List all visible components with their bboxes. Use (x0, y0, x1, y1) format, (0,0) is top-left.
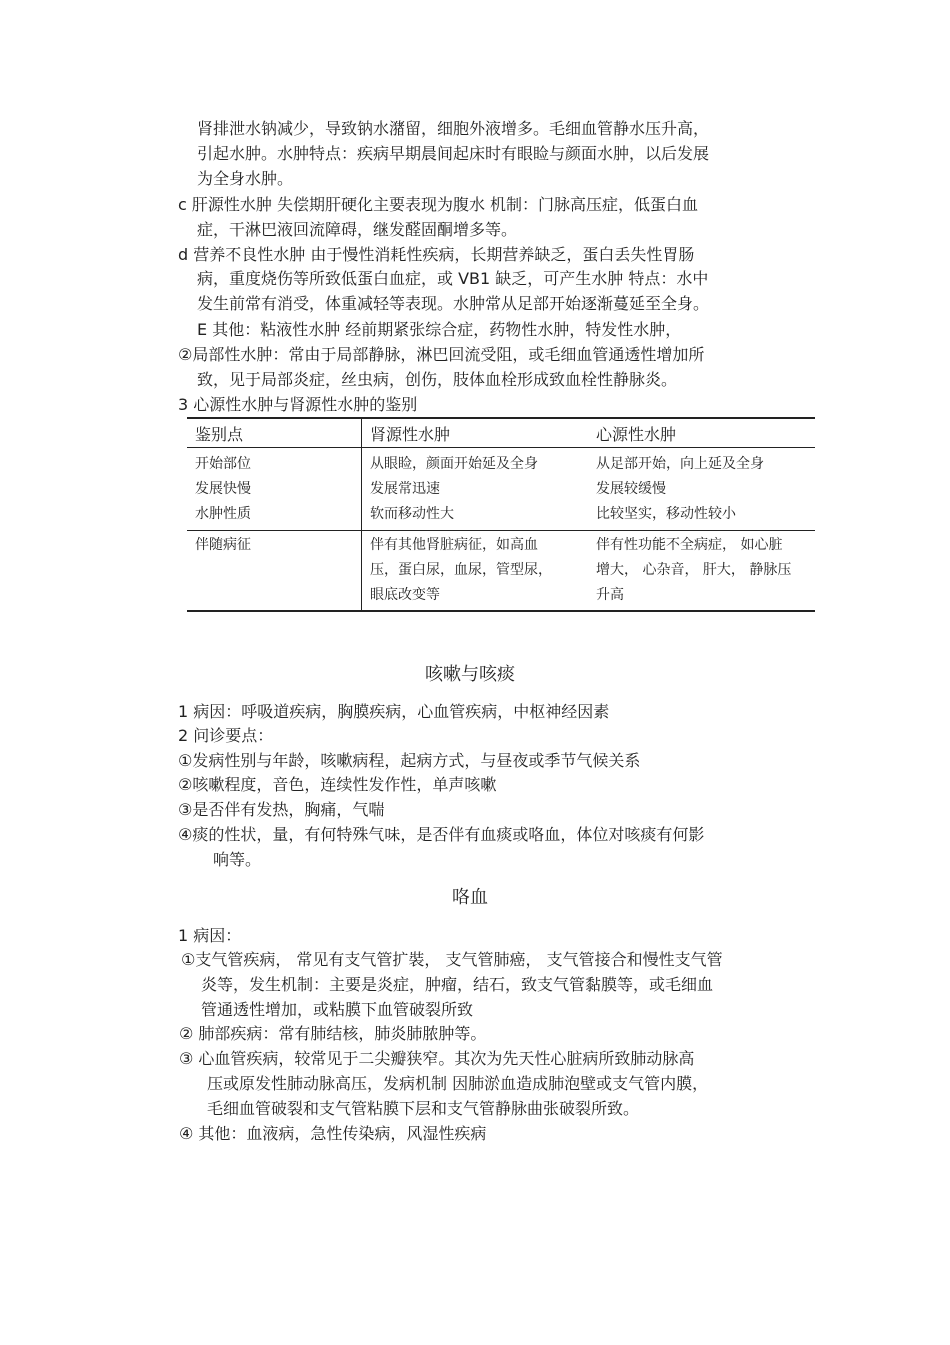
table-caption: 3 心源性水肿与肾源性水肿的鉴别 (178, 395, 418, 414)
text-line: 致，见于局部炎症，丝虫病，创伤，肢体血栓形成致血栓性静脉炎。 (197, 370, 678, 389)
table-cell: 开始部位 发展快慢 水肿性质 (187, 448, 362, 531)
text-line: 为全身水肿。 (197, 169, 294, 188)
text-line: ③ 心血管疾病，较常见于二尖瓣狭窄。其次为先天性心脏病所致肺动脉高 (179, 1049, 695, 1068)
text-line: d 营养不良性水肿 由于慢性消耗性疾病，长期营养缺乏，蛋白丢失性胃肠 (178, 245, 695, 264)
text-line: 肾排泄水钠减少，导致钠水潴留，细胞外液增多。毛细血管静水压升高， (197, 119, 710, 138)
table-cell: 从足部开始，向上延及全身 发展较缓慢 比较坚实，移动性较小 (596, 456, 764, 522)
text-line: ③是否伴有发热，胸痛，气喘 (178, 800, 385, 819)
table-cell: 伴有其他肾脏病征，如高血 压，蛋白尿，血尿，管型尿， 眼底改变等 (362, 531, 589, 612)
text-line: ①发病性别与年龄，咳嗽病程，起病方式，与昼夜或季节气候关系 (178, 751, 641, 770)
text-line: 1 病因：呼吸道疾病，胸膜疾病，心血管疾病，中枢神经因素 (178, 702, 610, 721)
text-line: 症，干淋巴液回流障碍，继发醛固酮增多等。 (197, 220, 518, 239)
text-line: c 肝源性水肿 失偿期肝硬化主要表现为腹水 机制：门脉高压症，低蛋白血 (178, 195, 699, 214)
table-header: 鉴别点 (187, 418, 362, 448)
text-line: ④痰的性状，量，有何特殊气味，是否伴有血痰或咯血，体位对咳痰有何影 (178, 825, 705, 844)
text-line: 炎等，发生机制：主要是炎症，肿瘤，结石，致支气管黏膜等，或毛细血 (201, 975, 714, 994)
text-line: ②咳嗽程度，音色，连续性发作性，单声咳嗽 (178, 775, 497, 794)
section-title: 咯血 (452, 887, 488, 908)
text-line: 病，重度烧伤等所致低蛋白血症，或 VB1 缺乏，可产生水肿 特点：水中 (197, 269, 709, 288)
table-cell: 从眼睑，颜面开始延及全身 发展常迅速 软而移动性大 (370, 456, 538, 522)
text-line: 1 病因： (178, 926, 242, 945)
text-line: 响等。 (213, 850, 262, 869)
text-line: ②局部性水肿：常由于局部静脉，淋巴回流受阻，或毛细血管通透性增加所 (178, 345, 705, 364)
table-row (187, 448, 815, 531)
text-line: E 其他：粘液性水肿 经前期紧张综合症，药物性水肿，特发性水肿， (197, 320, 682, 339)
text-line: 管通透性增加，或粘膜下血管破裂所致 (201, 1000, 474, 1019)
text-line: 毛细血管破裂和支气管粘膜下层和支气管静脉曲张破裂所致。 (207, 1099, 640, 1118)
section-title: 咳嗽与咳痰 (425, 664, 515, 685)
table-cell: 伴有性功能不全病症， 如心脏 增大， 心杂音， 肝大， 静脉压 升高 (588, 531, 815, 612)
table-cell: 伴随病征 (187, 531, 362, 612)
text-line: 发生前常有消受，体重减轻等表现。水肿常从足部开始逐渐蔓延至全身。 (197, 294, 710, 313)
text-line: ② 肺部疾病：常有肺结核，肺炎肺脓肿等。 (179, 1024, 487, 1043)
table-header: 肾源性水肿 (362, 418, 589, 448)
edema-comparison-table (187, 417, 815, 612)
table-header: 心源性水肿 (588, 418, 815, 448)
table-row (187, 531, 815, 612)
text-line: 2 问诊要点： (178, 726, 274, 745)
text-line: 引起水肿。水肿特点：疾病早期晨间起床时有眼睑与颜面水肿，以后发展 (197, 144, 710, 163)
text-line: ④ 其他：血液病，急性传染病，风湿性疾病 (179, 1124, 487, 1143)
text-line: ①支气管疾病， 常见有支气管扩裝， 支气管肺癌， 支气管接合和慢性支气管 (181, 950, 723, 969)
text-line: 压或原发性肺动脉高压，发病机制 因肺淤血造成肺泡壁或支气管内膜， (207, 1074, 709, 1093)
